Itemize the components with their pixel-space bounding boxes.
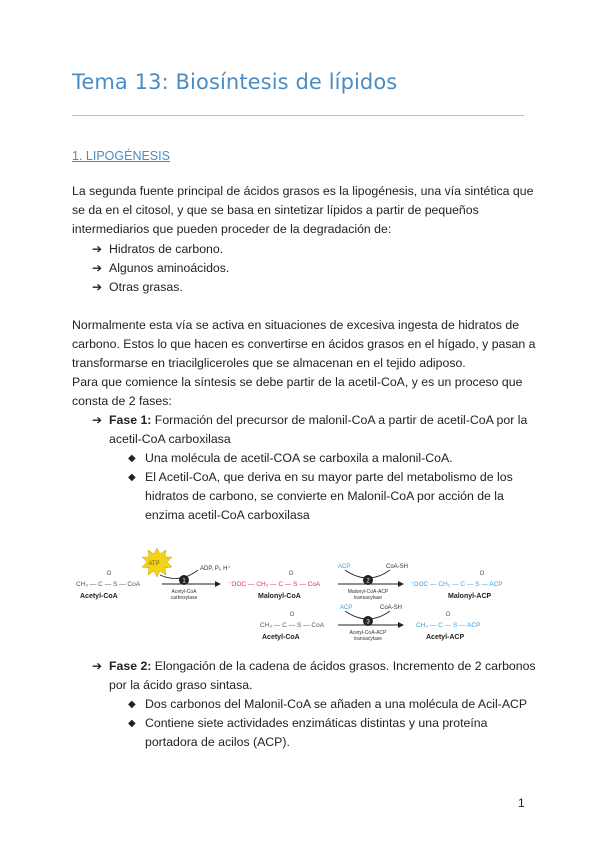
phase1-sub1: Una molécula de acetil-COA se carboxila a malonil-CoA. [145, 451, 453, 465]
para2-line: consta de 2 fases: [72, 394, 172, 408]
adp-label: ADP, Pᵢ, H⁺ [200, 566, 231, 572]
malonyl-acp-formula: ⁻OOC — CH₂ — C — S — ACP [410, 581, 503, 588]
phase1-sub2-line: enzima acetil-CoA carboxilasa [145, 508, 310, 522]
phase2-text: Elongación de la cadena de ácidos grasos. Incremento de 2 carbonos [151, 659, 536, 673]
enzyme-label: transacylase [353, 636, 383, 642]
arrowhead [215, 581, 221, 587]
bullet-item: Hidratos de carbono. [109, 242, 224, 256]
para2-line: transformarse en triacilgliceroles que se almacenan en el tejido adiposo. [72, 356, 466, 370]
coash-label: CoA-SH [386, 564, 409, 570]
diamond-bullet-icon: ◆ [128, 472, 136, 483]
phase1-text: Formación del precursor de malonil-CoA a partir de acetil-CoA por la [151, 413, 528, 427]
intro-line: La segunda fuente principal de ácidos grasos es la lipogénesis, una vía sintética que [72, 184, 534, 198]
bullet-item: Otras grasas. [109, 280, 183, 294]
oxygen-label: O [106, 571, 112, 577]
step-number: 3 [366, 619, 370, 626]
phase1-line1 [109, 411, 527, 430]
malonyl-acp-name: Malonyl-ACP [448, 593, 492, 600]
title-divider [72, 115, 524, 116]
phase1-line2: acetil-CoA carboxilasa [109, 432, 231, 446]
arrow-bullet-icon: ➔ [92, 659, 103, 673]
bullet-item: Algunos aminoácidos. [109, 261, 230, 275]
arrow-bullet-icon: ➔ [92, 280, 103, 294]
enzyme-label: carboxylase [170, 595, 198, 601]
section-heading-lipogenesis[interactable]: 1. LIPOGÉNESIS [72, 149, 170, 163]
arrowhead [398, 622, 404, 628]
atp-label: ATP [148, 561, 160, 567]
oxygen-label: O [289, 612, 295, 618]
phase2-sub2-line: portadora de acilos (ACP). [145, 735, 290, 749]
malonyl-coa-formula: ⁻OOC — CH₂ — C — S — CoA [228, 581, 321, 588]
arrow-bullet-icon: ➔ [92, 242, 103, 256]
page-title: Tema 13: Biosíntesis de lípidos [72, 70, 398, 94]
phase1-sub2-line: hidratos de carbono, se convierte en Malonil-CoA por acción de la [145, 489, 504, 503]
oxygen-label: O [479, 571, 485, 577]
phase2-sub2-line: Contiene siete actividades enzimáticas distintas y una proteína [145, 716, 488, 730]
phase1-sub2-line: El Acetil-CoA, que deriva en su mayor parte del metabolismo de los [145, 470, 513, 484]
enzyme-label: transacylase [353, 595, 383, 601]
phase1-label: Fase 1: [109, 413, 152, 427]
acetyl-acp-name: Acetyl-ACP [426, 634, 465, 641]
diamond-bullet-icon: ◆ [128, 453, 136, 464]
para2-line: carbono. Estos lo que hacen es convertirse en ácidos grasos en el hígado, y pasan a [72, 337, 536, 351]
intro-line: intermediarios que pueden proceder de la degradación de: [72, 222, 392, 236]
oxygen-label: O [288, 571, 294, 577]
para2-line: Para que comience la síntesis se debe partir de la acetil-CoA, y es un proceso que [72, 375, 523, 389]
phase2-label: Fase 2: [109, 659, 152, 673]
acetyl-coa-name-2: Acetyl-CoA [262, 634, 300, 641]
arrow-bullet-icon: ➔ [92, 261, 103, 275]
acp-label: ACP [340, 605, 353, 611]
arrowhead [398, 581, 404, 587]
intro-line: se da en el citosol, y que se basa en sintetizar lípidos a partir de pequeños [72, 203, 479, 217]
diamond-bullet-icon: ◆ [128, 718, 136, 729]
coash-label: CoA-SH [380, 605, 403, 611]
acetyl-coa-carboxylation-diagram [70, 540, 530, 646]
step-number: 1 [182, 578, 186, 585]
acetyl-coa-name: Acetyl-CoA [80, 593, 118, 600]
acetyl-coa-formula-2: CH₃ — C — S — CoA [260, 622, 325, 629]
arrow-bullet-icon: ➔ [92, 413, 103, 427]
acetyl-acp-formula: CH₃ — C — S — ACP [416, 622, 481, 629]
phase2-line2: por la ácido graso sintasa. [109, 678, 253, 692]
acetyl-coa-formula: CH₃ — C — S — CoA [76, 581, 141, 588]
enzyme-label: Acetyl-CoA-ACP [349, 630, 387, 636]
oxygen-label: O [445, 612, 451, 618]
phase2-sub1: Dos carbonos del Malonil-CoA se añaden a una molécula de Acil-ACP [145, 697, 528, 711]
step-number: 2 [366, 578, 370, 585]
diamond-bullet-icon: ◆ [128, 699, 136, 710]
phase2-line1 [109, 657, 536, 676]
malonyl-coa-name: Malonyl-CoA [258, 593, 301, 600]
acp-label: ACP [338, 564, 351, 570]
page-number: 1 [518, 796, 525, 810]
para2-line: Normalmente esta vía se activa en situaciones de excesiva ingesta de hidratos de [72, 318, 520, 332]
enzyme-label: Malonyl-CoA-ACP [347, 589, 389, 595]
enzyme-label: Acetyl-CoA [171, 589, 197, 595]
